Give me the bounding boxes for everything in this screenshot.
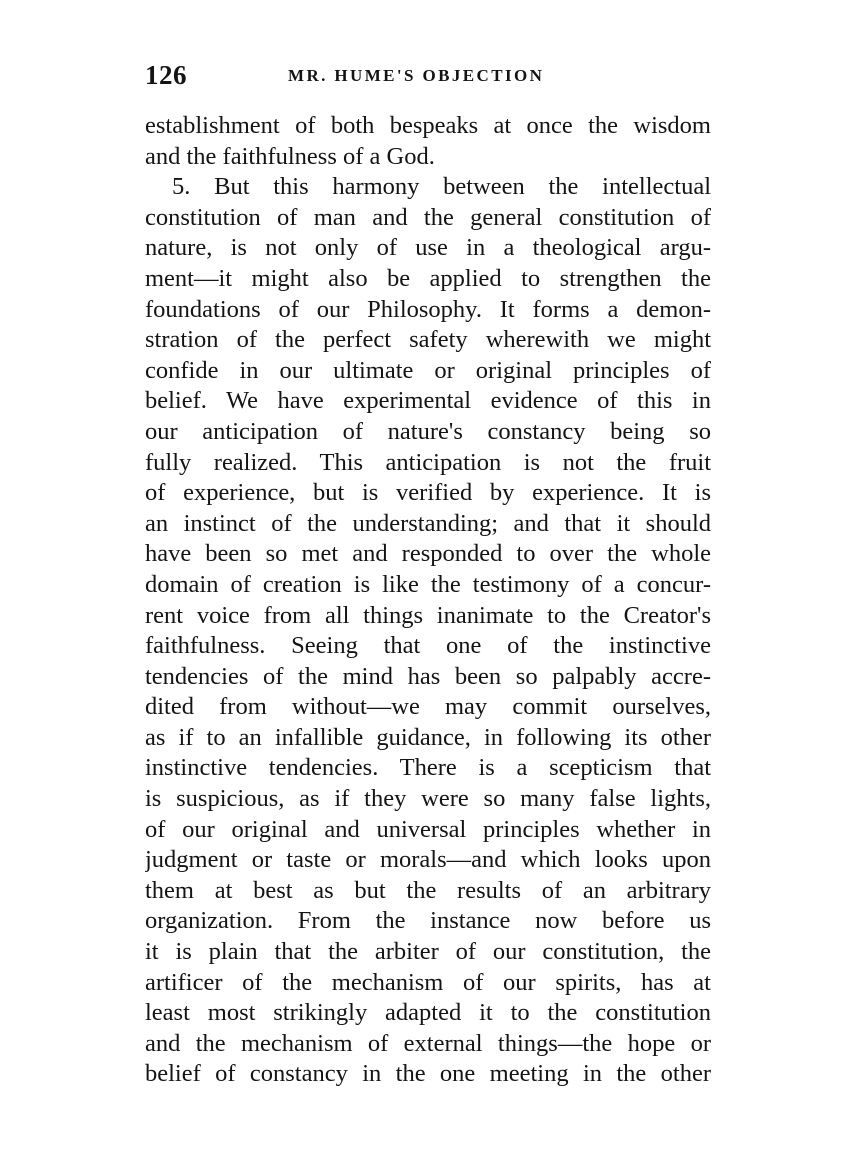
text-line: and the mechanism of external things—the hope or [145, 1029, 711, 1057]
text-line: faithfulness. Seeing that one of the instinctive [145, 632, 711, 660]
text-line: as if to an infallible guidance, in following its other [145, 723, 711, 751]
text-line: and the faithfulness of a God. [145, 142, 435, 170]
text-line: 5. But this harmony between the intellectual [172, 173, 711, 201]
text-line: stration of the perfect safety wherewith we might [145, 326, 711, 354]
text-line: foundations of our Philosophy. It forms a demon- [145, 295, 711, 323]
text-line: them at best as but the results of an arbitrary [145, 876, 711, 904]
text-line: artificer of the mechanism of our spirits, has at [145, 968, 711, 996]
text-line: of experience, but is verified by experience. It is [145, 479, 711, 507]
text-line: of our original and universal principles whether in [145, 815, 711, 843]
text-line: our anticipation of nature's constancy being so [145, 417, 711, 445]
text-line: it is plain that the arbiter of our constitution, the [145, 938, 711, 966]
text-line: is suspicious, as if they were so many false lights, [145, 785, 711, 813]
text-line: belief. We have experimental evidence of this in [145, 387, 711, 415]
text-line: confide in our ultimate or original principles of [145, 356, 711, 384]
page-number: 126 [145, 60, 187, 90]
running-head [145, 58, 711, 92]
text-line: rent voice from all things inanimate to the Creator's [145, 601, 711, 629]
text-line: an instinct of the understanding; and that it should [145, 509, 711, 537]
text-line: nature, is not only of use in a theological argu- [145, 234, 711, 262]
body-text [145, 111, 711, 1090]
text-line: belief of constancy in the one meeting in the other [145, 1060, 711, 1088]
running-title: MR. HUME'S OBJECTION [288, 66, 545, 85]
text-line: judgment or taste or morals—and which looks upon [145, 846, 711, 874]
text-line: instinctive tendencies. There is a scepticism that [145, 754, 711, 782]
text-line: ment—it might also be applied to strengthen the [145, 264, 711, 292]
text-line: constitution of man and the general constitution of [145, 203, 711, 231]
text-line: establishment of both bespeaks at once the wisdom [145, 112, 711, 139]
text-line: fully realized. This anticipation is not the fruit [145, 448, 711, 476]
text-line: dited from without—we may commit ourselves, [145, 693, 711, 721]
text-line: tendencies of the mind has been so palpably accre- [145, 662, 711, 690]
text-line: least most strikingly adapted it to the constitution [145, 999, 711, 1027]
text-line: have been so met and responded to over the whole [145, 540, 711, 568]
text-line: domain of creation is like the testimony of a concur- [145, 570, 711, 598]
text-line: organization. From the instance now before us [145, 907, 711, 935]
